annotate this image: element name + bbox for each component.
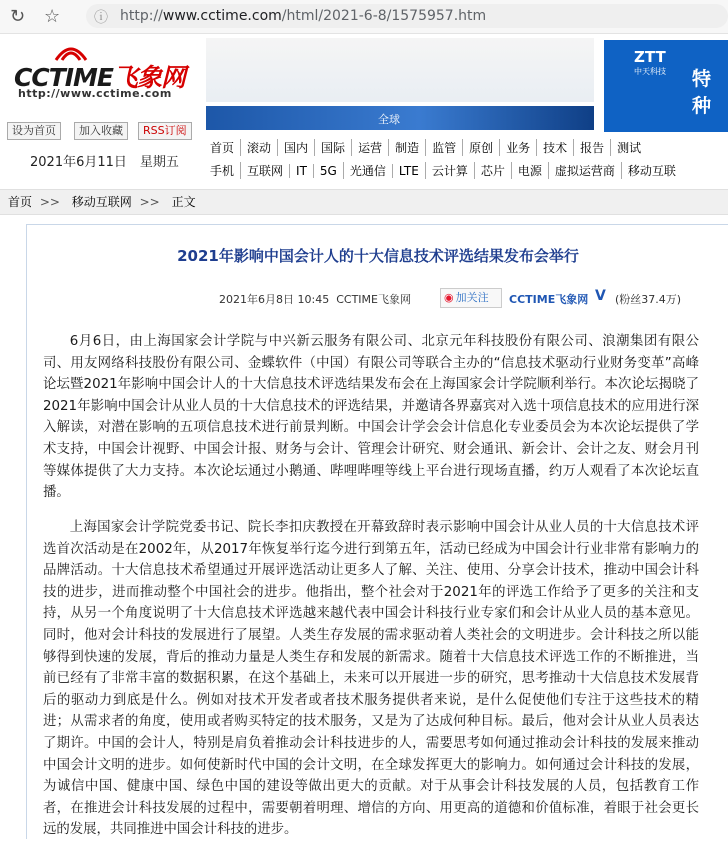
nav-item[interactable]: 手机: [210, 164, 235, 178]
breadcrumb-separator: >>: [39, 195, 60, 209]
weibo-icon: ◉: [444, 291, 454, 304]
breadcrumb-section[interactable]: 移动互联网: [71, 195, 132, 209]
info-icon[interactable]: ⓘ: [94, 10, 108, 26]
article-paragraph-2: 上海国家会计学院党委书记、院长李扣庆教授在开幕致辞时表示影响中国会计从业人员的十大信息技术评选首次活动是在2002年，从2017年恢复举行迄今进行到第五年，活动已经成为中国会计行业非常有影响力的品牌活动。十大信息技术希望通过开展评选活动让更多人了解、关注、使用、分享会计技术，推动中国会计科技的进步，进而推动整个中国社会的进步。他指出，整个社会对于2021年的评选工作给予了更多的关注和支持，从另一个角度说明了十大信息技术评选越来越代表中国会计科技行业专家们和会计从业人员的基本意见。同时，他对会计科技的发展进行了展望。人类生存发展的需求驱动着人类社会的文明进步。会计科技之所以能够得到快速的发展，背后的推动力量是人类生存和发展的新需求。随着十大信息技术评选工作的不断推进，当前已经有了非常丰富的数据积累，在这个基础上，未来可以开展进一步的研究，思考推动十大信息技术发展背后的驱动力到底是什么。例如对技术开发者或者技术服务提供者来说，是什么促使他们专注于这些技术的精进；从需求者的角度，使用或者购买特定的技术服务，又是为了达成何种目标。最后，他对会计从业人员表达了期许。中国的会计人，特别是肩负着推动会计科技进步的人，需要思考如何通过推动会计科技的发展来推动中国会计文明的进步。如何使新时代中国的会计文明，在全球发挥更大的影响力。如何通过会计科技的发展，为诚信中国、健康中国、绿色中国的建设等做出更大的贡献。对于从事会计科技发展的人员，包括教育工作者，在推进会计科技发展的过程中，需要朝着明理、增信的方向、用更高的道德和价值标准，着眼于社会更长远的发展，共同推进中国会计科技的进步。: [43, 520, 699, 838]
nav-item[interactable]: IT: [289, 164, 313, 178]
nav-item[interactable]: 测试: [610, 139, 647, 156]
nav-item[interactable]: 国际: [314, 139, 351, 156]
nav-item[interactable]: 光通信: [343, 162, 392, 179]
nav-item[interactable]: 原创: [462, 139, 499, 156]
url-text[interactable]: http://www.cctime.com/html/2021-6-8/1575957.htm: [120, 8, 487, 24]
nav-item[interactable]: 技术: [536, 139, 573, 156]
browser-toolbar: [0, 0, 728, 34]
nav-item[interactable]: 监管: [425, 139, 462, 156]
ztt-ad[interactable]: ZTT 中天科技 特种: [604, 40, 728, 132]
nav-item[interactable]: 虚拟运营商: [548, 162, 621, 179]
blue-banner-ad[interactable]: 全球: [206, 106, 594, 130]
nav-item[interactable]: LTE: [392, 164, 425, 178]
article-meta: 2021年6月8日 10:45 CCTIME飞象网: [219, 293, 411, 306]
nav-item[interactable]: 移动互联: [621, 162, 682, 179]
star-icon[interactable]: ☆: [44, 6, 61, 27]
set-homepage-button[interactable]: 设为首页: [7, 122, 61, 140]
fans-count: (粉丝37.4万): [615, 293, 682, 306]
main-nav-row1: [206, 139, 647, 159]
nav-item[interactable]: 滚动: [240, 139, 277, 156]
current-date: 2021年6月11日 星期五: [30, 155, 179, 170]
address-bar[interactable]: [86, 4, 728, 28]
nav-item[interactable]: 云计算: [425, 162, 474, 179]
breadcrumb-current: 正文: [171, 195, 196, 209]
nav-item[interactable]: 业务: [499, 139, 536, 156]
logo-text: CCTIME飞象网: [14, 63, 186, 92]
article-body: [26, 224, 728, 839]
breadcrumb-home[interactable]: 首页: [8, 195, 33, 209]
nav-item[interactable]: 5G: [313, 164, 343, 178]
verified-icon: V: [595, 288, 606, 304]
nav-item[interactable]: 芯片: [474, 162, 511, 179]
top-banner-ad[interactable]: [206, 38, 594, 102]
nav-item[interactable]: 互联网: [240, 162, 289, 179]
main-nav-row2: [206, 162, 682, 182]
nav-item[interactable]: 电源: [511, 162, 548, 179]
add-favorite-button[interactable]: 加入收藏: [74, 122, 128, 140]
breadcrumb: [0, 189, 728, 215]
logo-url: http://www.cctime.com: [18, 87, 172, 100]
article-title: 2021年影响中国会计人的十大信息技术评选结果发布会举行: [177, 247, 579, 265]
nav-item[interactable]: 运营: [351, 139, 388, 156]
article-paragraph-1: 6月6日，由上海国家会计学院与中兴新云服务有限公司、北京元年科技股份有限公司、浪潮集团有限公司、用友网络科技股份有限公司、金蝶软件（中国）有限公司等联合主办的“信息技术驱动行业财务变革”高峰论坛暨2021年影响中国会计人的十大信息技术评选结果发布会在上海国家会计学院顺利举行。本次论坛揭晓了2021年影响中国会计从业人员的十大信息技术的评选结果，并邀请各界嘉宾对入选十项信息技术的应用进行深入解读，对潜在影响的五项信息技术进行前景判断。中国会计学会会计信息化专业委员会为本次论坛提供了学术支持，中国会计视野、中国会计报、财务与会计、管理会计研究、财会通讯、新会计、会计之友、财会月刊等媒体提供了大力支持。本次论坛通过小鹅通、哔哩哔哩等线上平台进行现场直播，约万人观看了本次论坛直播。: [43, 334, 699, 501]
weibo-account-name[interactable]: CCTIME飞象网: [509, 293, 589, 306]
nav-item[interactable]: 制造: [388, 139, 425, 156]
nav-item[interactable]: 首页: [210, 141, 235, 155]
follow-weibo-button[interactable]: ◉ 加关注: [440, 288, 502, 308]
nav-item[interactable]: 报告: [573, 139, 610, 156]
site-logo[interactable]: [14, 44, 199, 104]
reload-icon[interactable]: ↻: [10, 6, 26, 27]
nav-item[interactable]: 国内: [277, 139, 314, 156]
rss-subscribe-button[interactable]: RSS订阅: [138, 122, 192, 140]
breadcrumb-separator: >>: [139, 195, 160, 209]
